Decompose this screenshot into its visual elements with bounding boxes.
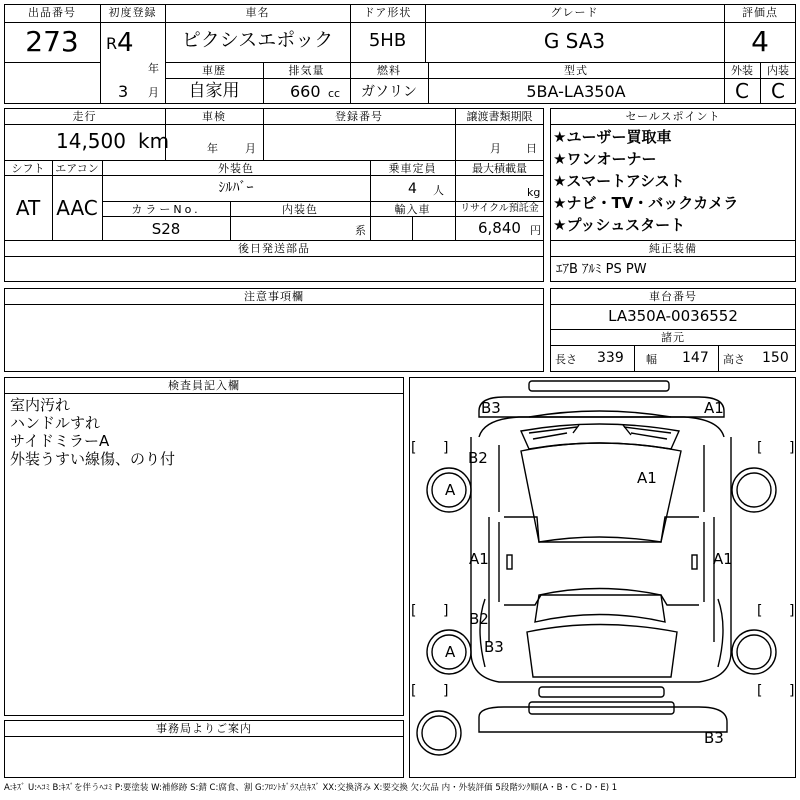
inspection-label: 車検	[202, 110, 226, 123]
load-label: 最大積載量	[472, 162, 527, 175]
type: 5BA-LA350A	[526, 82, 626, 101]
mark-b3-bottom: B3	[704, 729, 724, 747]
mark-tire-rl: A	[445, 643, 456, 661]
interior-grade: C	[771, 79, 785, 103]
fuel-label: 燃料	[377, 64, 401, 77]
grade-label: グレード	[550, 6, 599, 19]
bracket: [	[411, 440, 417, 456]
mark-a1-top: A1	[704, 399, 724, 417]
score-label: 評価点	[742, 6, 778, 19]
bracket: ]	[443, 683, 449, 699]
int-color-unit: 系	[355, 224, 366, 237]
sales-point: ★ワンオーナー	[553, 150, 657, 168]
exterior-label: 外装	[731, 64, 753, 77]
type-label: 型式	[564, 64, 588, 77]
model-label: 車名	[245, 6, 270, 19]
capacity-label: 乗車定員	[388, 162, 437, 175]
notes-label: 注意事項欄	[244, 290, 304, 303]
bracket: ]	[789, 440, 795, 456]
sales-point: ★プッシュスタート	[553, 216, 686, 234]
mark-a1-left: A1	[469, 550, 489, 568]
history-label: 車歴	[202, 64, 226, 77]
color-no-label: カラーNo.	[131, 203, 201, 216]
sales-point: ★スマートアシスト	[553, 172, 685, 190]
inspector-line: 外装うすい線傷、のり付	[10, 450, 176, 468]
legend: A:ｷｽﾞ U:ﾍｺﾐ B:ｷｽﾞを伴うﾍｺﾐ P:要塗装 W:補修跡 S:錆 C:腐食、割 G:ﾌﾛﾝﾄｶﾞﾗｽ点ｷｽﾞ XX:交換済み X:要交換 欠:欠品 内・外装評価 5段階ﾗﾝｸ順(A・B・C・D・E) 1	[4, 783, 618, 793]
sales-point: ★ナビ・TV・バックカメラ	[553, 194, 739, 212]
chassis-label: 車台番号	[649, 290, 697, 303]
dims-label: 諸元	[661, 331, 685, 344]
bracket: [	[411, 683, 417, 699]
width: 147	[682, 350, 709, 366]
mark-tire-fl: A	[445, 481, 456, 499]
recycle: 6,840	[478, 219, 521, 237]
reg-year-unit: 年	[148, 62, 159, 75]
bracket: [	[757, 603, 763, 619]
inspector-label: 検査員記入欄	[168, 379, 240, 392]
model: ピクシスエポック	[181, 29, 334, 51]
reg-year: 4	[117, 28, 134, 58]
inspector-line: ハンドルすれ	[10, 414, 101, 432]
sales-point: ★ユーザー買取車	[553, 128, 672, 146]
lot-no: 273	[25, 25, 79, 58]
shift-label: シフト	[11, 162, 45, 175]
mark-a1-hood: A1	[637, 469, 657, 487]
sales-points-label: セールスポイント	[625, 110, 721, 123]
fuel: ガソリン	[361, 84, 417, 100]
int-color-label: 内装色	[282, 203, 318, 216]
shift: AT	[15, 196, 41, 220]
recycle-unit: 円	[530, 224, 541, 237]
bracket: ]	[789, 683, 795, 699]
length: 339	[597, 350, 624, 366]
capacity-unit: 人	[433, 184, 444, 197]
bracket: ]	[443, 603, 449, 619]
mileage-label: 走行	[72, 110, 97, 123]
inspection-month-unit: 月	[245, 142, 256, 155]
bracket: [	[757, 440, 763, 456]
first-reg-label: 初度登録	[108, 6, 157, 19]
inspection-year-unit: 年	[207, 142, 218, 155]
transfer-label: 譲渡書類期限	[466, 110, 533, 123]
bracket: [	[411, 603, 417, 619]
office-label: 事務局よりご案内	[156, 722, 252, 735]
plate-label: 登録番号	[335, 110, 383, 123]
door: 5HB	[368, 30, 407, 51]
color-no: S28	[151, 220, 181, 238]
ac: AAC	[56, 196, 98, 220]
car-damage-diagram	[409, 377, 796, 778]
mileage: 14,500	[56, 129, 126, 153]
chassis-number: LA350A-0036552	[608, 307, 738, 325]
bracket: ]	[443, 440, 449, 456]
color: ｼﾙﾊﾞｰ	[218, 180, 254, 196]
equipment: ｴｱB ｱﾙﾐ PS PW	[556, 262, 647, 277]
width-label: 幅	[646, 353, 657, 366]
mileage-unit: km	[138, 129, 170, 153]
reg-month: 3	[118, 82, 129, 101]
recycle-label: リサイクル預託金	[460, 203, 539, 214]
lot-no-label: 出品番号	[28, 6, 76, 19]
ac-label: エアコン	[55, 162, 99, 175]
inspector-line: 室内汚れ	[10, 396, 71, 414]
transfer-month-unit: 月	[490, 142, 501, 155]
displacement: 660	[290, 82, 321, 101]
bracket: [	[757, 683, 763, 699]
reg-month-unit: 月	[148, 86, 159, 99]
load-unit: kg	[527, 186, 541, 199]
grade: G SA3	[543, 29, 606, 53]
equipment-label: 純正装備	[649, 242, 697, 255]
mark-b3-top: B3	[481, 399, 501, 417]
height: 150	[762, 350, 789, 366]
import-label: 輸入車	[394, 203, 431, 216]
later-parts-label: 後日発送部品	[238, 242, 310, 255]
color-label: 外装色	[218, 162, 254, 175]
history: 自家用	[188, 81, 240, 101]
exterior-grade: C	[735, 79, 749, 103]
score: 4	[751, 25, 769, 58]
length-label: 長さ	[555, 353, 577, 366]
capacity: 4	[408, 181, 417, 197]
mark-b3-rear: B3	[484, 638, 504, 656]
interior-label: 内装	[767, 64, 789, 77]
inspector-line: サイドミラーA	[10, 432, 110, 450]
bracket: ]	[789, 603, 795, 619]
displacement-label: 排気量	[288, 64, 325, 77]
mark-b2-front: B2	[468, 449, 488, 467]
door-label: ドア形状	[363, 6, 412, 19]
height-label: 高さ	[723, 353, 745, 366]
displacement-unit: cc	[328, 87, 341, 100]
era: R	[106, 34, 118, 53]
mark-b2-rear: B2	[469, 610, 489, 628]
mark-a1-right: A1	[713, 550, 733, 568]
transfer-day-unit: 日	[526, 142, 537, 155]
